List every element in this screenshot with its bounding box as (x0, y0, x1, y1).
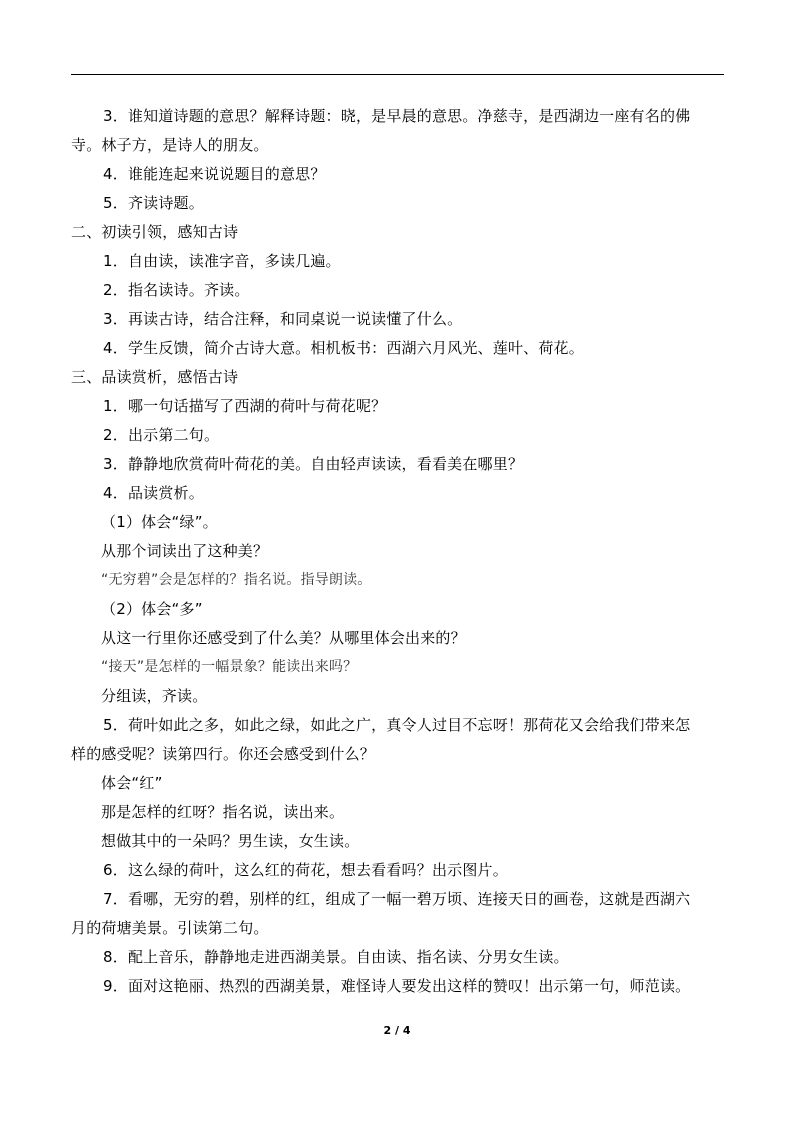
paragraph-line: 4．学生反馈，简介古诗大意。相机板书：西湖六月风光、莲叶、荷花。 (103, 339, 584, 357)
paragraph-line: （1）体会“绿”。 (101, 513, 218, 531)
section-heading: 二、初读引领，感知古诗 (71, 223, 239, 241)
paragraph-line: 1．哪一句话描写了西湖的荷叶与荷花呢？ (103, 397, 387, 415)
paragraph-line: 6．这么绿的荷叶，这么红的荷花，想去看看吗？出示图片。 (103, 861, 508, 879)
paragraph-line: 想做其中的一朵吗？男生读，女生读。 (101, 832, 360, 850)
paragraph-line: 3．再读古诗，结合注释，和同桌说一说读懂了什么。 (103, 310, 463, 328)
paragraph-line: 从这一行里你还感受到了什么美？从哪里体会出来的？ (101, 629, 466, 647)
paragraph-line: 3．静静地欣赏荷叶荷花的美。自由轻声读读，看看美在哪里？ (103, 455, 524, 473)
paragraph-line: 体会“红” (101, 774, 163, 792)
paragraph-line: 那是怎样的红呀？指名说，读出来。 (101, 803, 345, 821)
paragraph-line: 月的荷塘美景。引读第二句。 (71, 919, 269, 937)
paragraph-line: 9．面对这艳丽、热烈的西湖美景，难怪诗人要发出这样的赞叹！出示第一句，师范读。 (103, 977, 691, 995)
paragraph-line: 2．出示第二句。 (103, 426, 220, 444)
paragraph-line: 1．自由读，读准字音，多读几遍。 (103, 252, 341, 270)
paragraph-line: 8．配上音乐，静静地走进西湖美景。自由读、指名读、分男女生读。 (103, 948, 569, 966)
paragraph-line: （2）体会“多” (101, 600, 203, 618)
paragraph-line: 3．谁知道诗题的意思？解释诗题：晓，是早晨的意思。净慈寺，是西湖边一座有名的佛 (103, 107, 691, 125)
paragraph-line: 4．谁能连起来说说题目的意思？ (103, 165, 326, 183)
paragraph-line: 7．看哪，无穷的碧，别样的红，组成了一幅一碧万顷、连接天日的画卷，这就是西湖六 (103, 890, 691, 908)
paragraph-line: 5．齐读诗题。 (103, 194, 204, 212)
paragraph-line: 4．品读赏析。 (103, 484, 204, 502)
paragraph-line: 从那个词读出了这种美？ (101, 542, 269, 560)
paragraph-line: 寺。林子方，是诗人的朋友。 (71, 136, 269, 154)
paragraph-line: 5．荷叶如此之多，如此之绿，如此之广，真令人过目不忘呀！那荷花又会给我们带来怎 (103, 716, 691, 734)
page-number: 2 / 4 (383, 1024, 411, 1037)
paragraph-line: “无穷碧”会是怎样的？指名说。指导朗读。 (101, 572, 372, 588)
header-rule (71, 74, 724, 75)
section-heading: 三、品读赏析，感悟古诗 (71, 368, 239, 386)
document-body (71, 102, 724, 1001)
paragraph-line: “接天”是怎样的一幅景象？能读出来吗？ (101, 659, 358, 675)
paragraph-line: 样的感受呢？读第四行。你还会感受到什么？ (71, 745, 376, 763)
paragraph-line: 2．指名读诗。齐读。 (103, 281, 250, 299)
paragraph-line: 分组读，齐读。 (101, 687, 208, 705)
